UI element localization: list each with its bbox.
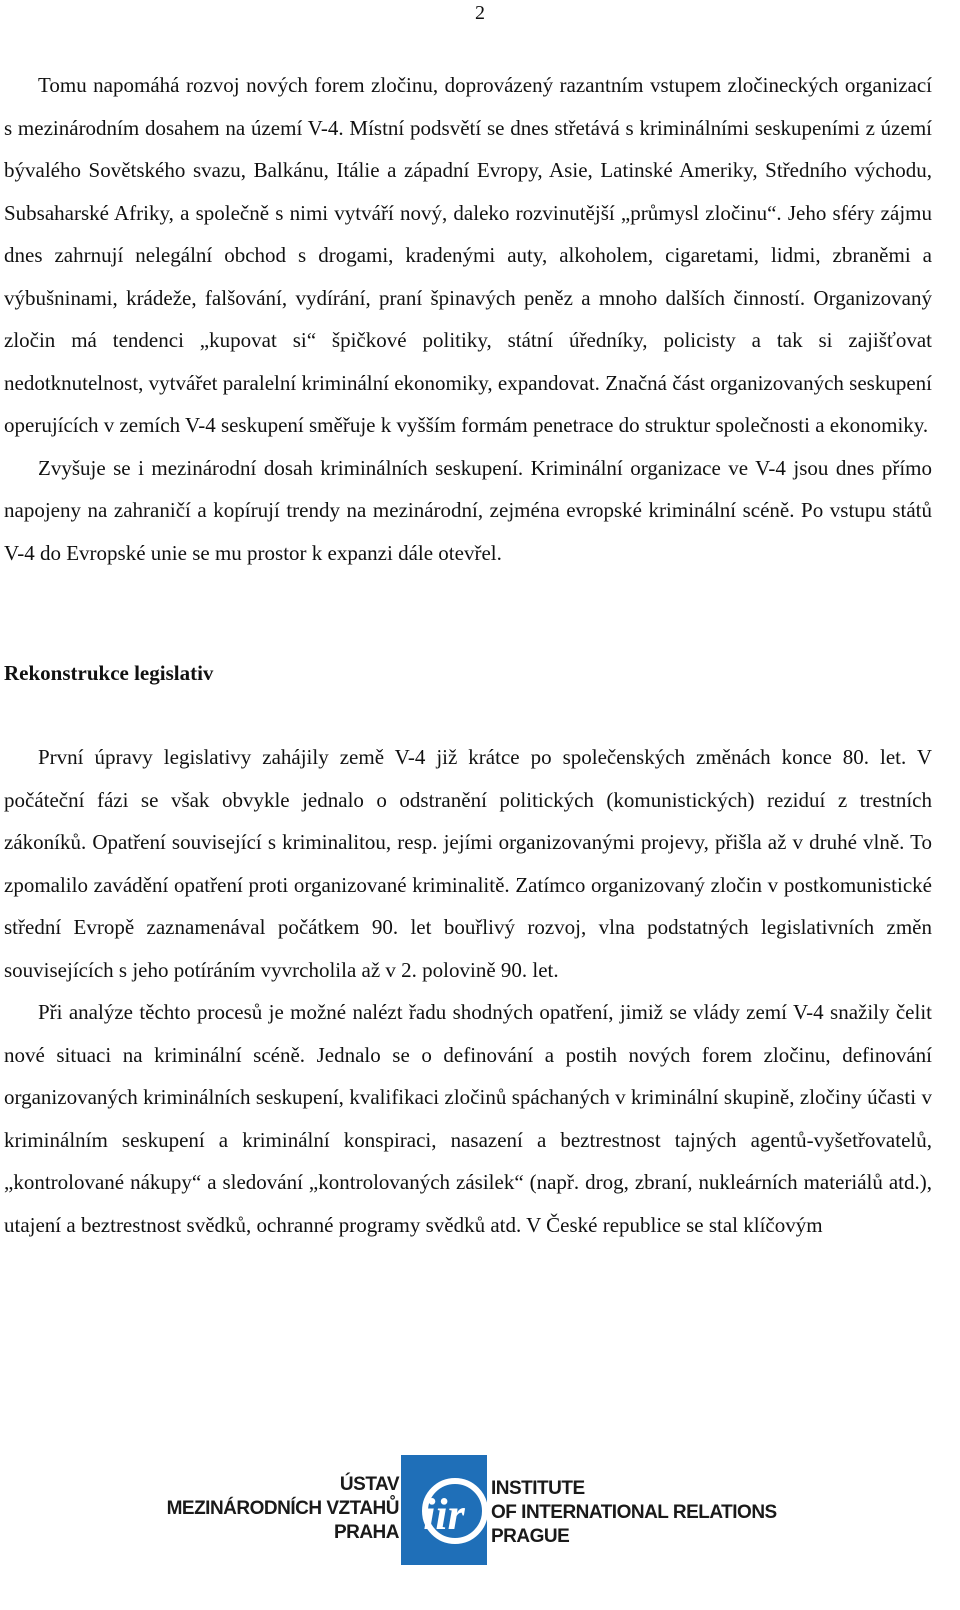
iir-logo-mark-icon (401, 1455, 487, 1565)
logo-cz-line-3: PRAHA (333, 1522, 399, 1543)
logo-en-line-2: OF INTERNATIONAL RELATIONS (491, 1502, 777, 1523)
paragraph-legislation-start: První úpravy legislativy zahájily země V-4 již krátce po společenských změnách konce 80. let. V počáteční fázi se však obvykle jednalo o odstranění politických (komunistických) reziduí z trestních zákoníků. Opatření související s kriminalitou, resp. jejími organizovanými projevy, přišla až v druhé vlně. To zpomalilo zavádění opatření proti organizované kriminalitě. Zatímco organizovaný zločin v postkomunistické střední Evropě zaznamenával počátkem 90. let bouřlivý rozvoj, vlna podstatných legislativních změn souvisejících s jeho potíráním vyvrcholila až v 2. polovině 90. let. (4, 745, 932, 982)
logo-english-name (491, 1477, 777, 1549)
document-body (4, 64, 932, 1246)
paragraph-legislation-analysis: Při analýze těchto procesů je možné nalézt řadu shodných opatření, jimiž se vlády zemí V-4 snažily čelit nové situaci na kriminální scéně. Jednalo se o definování a postih nových forem zločinu, definování organizovaných kriminálních seskupení, kvalifikaci zločinů spáchaných v kriminální skupině, zločiny účasti v kriminálním seskupení a kriminální konspiraci, nasazení a beztrestnost tajných agentů-vyšetřovatelů, „kontrolované nákupy“ a sledování „kontrolovaných zásilek“ (např. drog, zbraní, nukleárních materiálů atd.), utajení a beztrestnost svědků, ochranné programy svědků atd. V České republice se stal klíčovým (4, 1000, 932, 1237)
paragraph-international-reach: Zvyšuje se i mezinárodní dosah kriminálních seskupení. Kriminální organizace ve V-4 jsou dnes přímo napojeny na zahraničí a kopírují trendy na mezinárodní, zejména evropské kriminální scéně. Po vstupu států V-4 do Evropské unie se mu prostor k expanzi dále otevřel. (4, 455, 932, 565)
logo-cz-line-1: ÚSTAV (339, 1474, 399, 1495)
logo-en-line-3: PRAGUE (491, 1526, 570, 1547)
page-number: 2 (475, 2, 485, 24)
section-heading: Rekonstrukce legislativ (4, 661, 214, 685)
logo-en-line-1: INSTITUTE (491, 1478, 585, 1499)
logo-czech-name (167, 1473, 399, 1545)
logo-mark-text: iir (423, 1490, 465, 1539)
logo-cz-line-2: MEZINÁRODNÍCH VZTAHŮ (166, 1498, 399, 1519)
paragraph-organized-crime-development: Tomu napomáhá rozvoj nových forem zločinu, doprovázený razantním vstupem zločineckých organizací s mezinárodním dosahem na území V-4. Místní podsvětí se dnes střetává s kriminálními seskupeními z území bývalého Sovětského svazu, Balkánu, Itálie a západní Evropy, Asie, Latinské Ameriky, Středního východu, Subsaharské Afriky, a společně s nimi vytváří nový, daleko rozvinutější „průmysl zločinu“. Jeho sféry zájmu dnes zahrnují nelegální obchod s drogami, kradenými auty, alkoholem, cigaretami, lidmi, zbraněmi a výbušninami, krádeže, falšování, vydírání, praní špinavých peněz a mnoho dalších činností. Organizovaný zločin má tendenci „kupovat si“ špičkové politiky, státní úředníky, policisty a tak si zajišťovat nedotknutelnost, vytvářet paralelní kriminální ekonomiky, expandovat. Značná část organizovaných seskupení operujících v zemích V-4 seskupení směřuje k vyšším formám penetrace do struktur společnosti a ekonomiky. (4, 73, 932, 437)
institute-logo (155, 1455, 785, 1565)
